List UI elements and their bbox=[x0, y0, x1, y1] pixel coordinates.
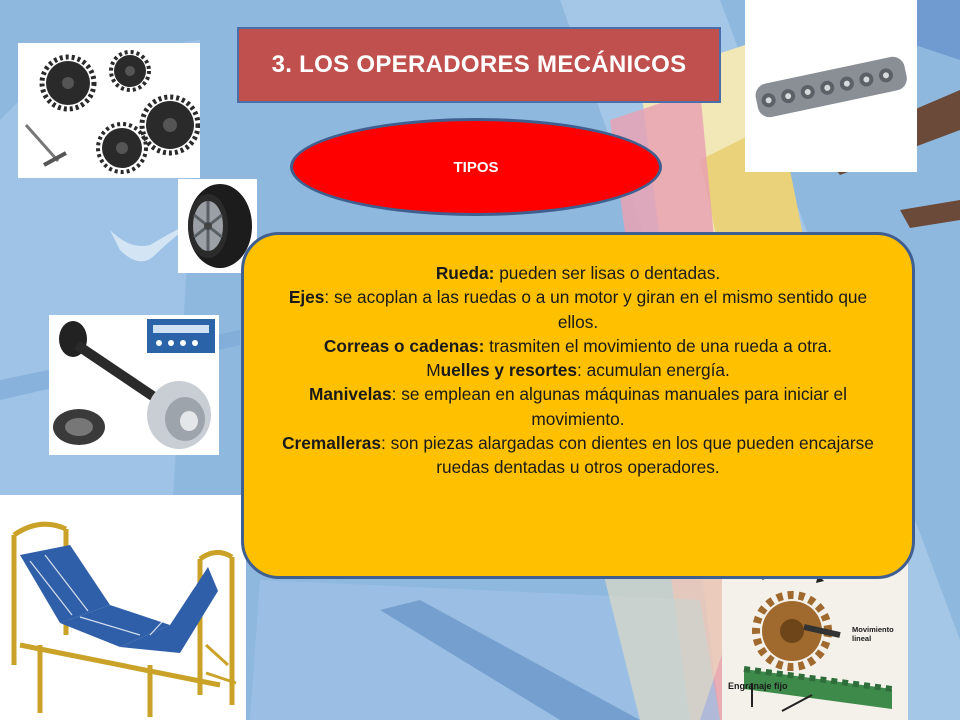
item-term: uelles y resortes bbox=[440, 360, 578, 381]
tipos-oval bbox=[290, 118, 662, 216]
rack-label-fixed: Engranaje fijo bbox=[728, 681, 788, 691]
item-term: Correas o cadenas: bbox=[323, 335, 485, 356]
item-correas bbox=[274, 334, 882, 358]
bed-icon bbox=[0, 495, 246, 720]
tipos-label: TIPOS bbox=[453, 158, 499, 176]
item-term: Manivelas bbox=[309, 384, 392, 405]
item-text: trasmiten el movimiento de una rueda a otra. bbox=[484, 335, 833, 356]
rack-label-linear-1: Movimiento bbox=[852, 625, 894, 634]
content-box bbox=[241, 232, 915, 579]
item-rueda bbox=[274, 261, 882, 285]
gears-icon bbox=[18, 43, 200, 178]
item-term: Ejes bbox=[288, 287, 325, 308]
item-cremalleras bbox=[274, 431, 882, 480]
bed-image bbox=[0, 495, 246, 720]
item-text: : acumulan energía. bbox=[577, 360, 730, 381]
gears-image bbox=[18, 43, 200, 178]
rack-pinion-icon bbox=[722, 557, 908, 720]
item-ejes bbox=[274, 285, 882, 334]
rack-pinion-image bbox=[722, 557, 908, 720]
chain-image bbox=[745, 0, 917, 172]
item-text: : son piezas alargadas con dientes en los que pueden encajarse ruedas dentadas u otros operadores. bbox=[381, 433, 874, 478]
item-muelles bbox=[274, 358, 882, 382]
item-term: Rueda: bbox=[435, 263, 495, 283]
item-text: : se acoplan a las ruedas o a un motor y giran en el mismo sentido que ellos. bbox=[324, 287, 868, 332]
slide-title: 3. LOS OPERADORES MECÁNICOS bbox=[271, 51, 687, 78]
item-term: Cremalleras bbox=[282, 433, 382, 454]
item-text: pueden ser lisas o dentadas. bbox=[494, 263, 721, 283]
item-manivelas bbox=[274, 382, 882, 431]
item-lead: M bbox=[426, 360, 441, 381]
title-box bbox=[237, 27, 721, 103]
item-text: : se emplean en algunas máquinas manuales para iniciar el movimiento. bbox=[391, 384, 847, 429]
rack-label-linear-2: lineal bbox=[852, 634, 872, 643]
axle-image bbox=[49, 315, 219, 455]
chain-icon bbox=[745, 0, 917, 172]
axle-icon bbox=[49, 315, 219, 455]
